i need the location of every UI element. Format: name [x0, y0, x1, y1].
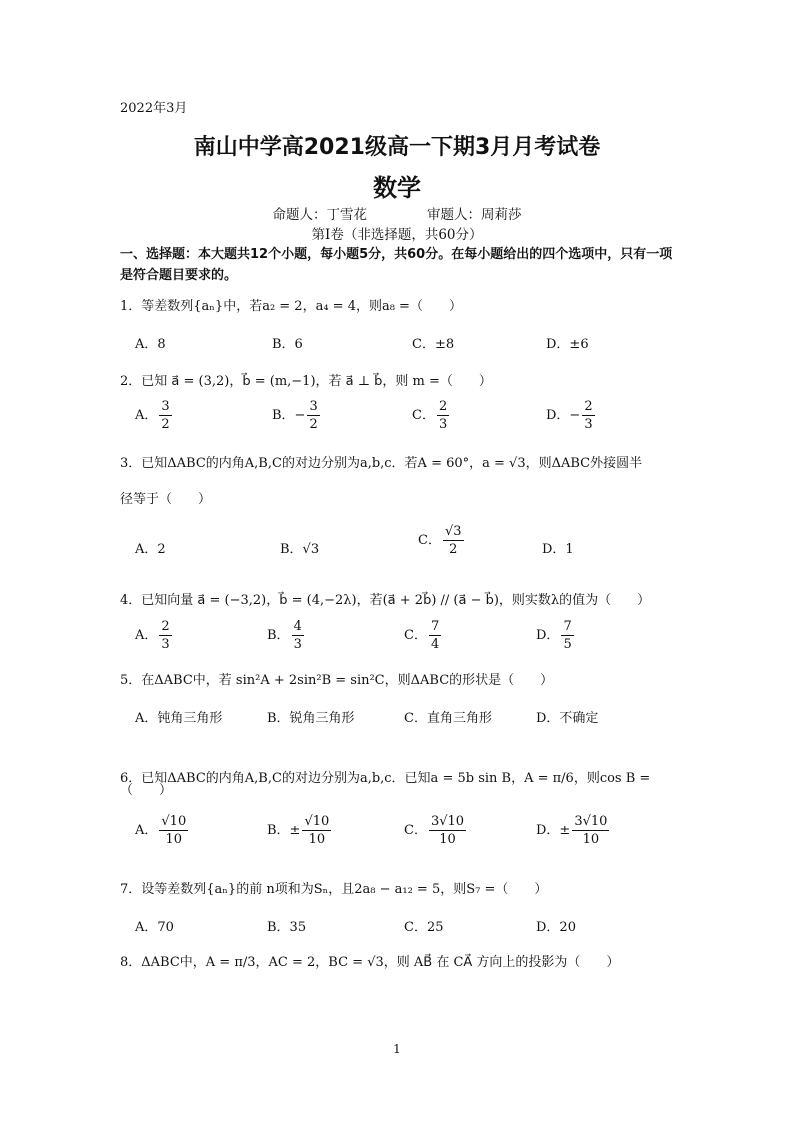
reviewer: 审题人：周莉莎	[427, 207, 522, 223]
q4-option-b: B． $\frac{4}{3}$	[267, 619, 302, 652]
question-3-cont: 径等于（ ）	[120, 492, 212, 507]
q3-option-a: A．2	[135, 542, 166, 557]
q6-option-a: A． $\frac{√10}{10}$	[135, 814, 187, 847]
question-4: 4．已知向量 a⃗ = (−3,2)，b⃗ = (4,−2λ)，若(a⃗ + 2b⃗) // (a⃗ − b⃗)，则实数λ的值为（ ）	[120, 593, 651, 608]
setter: 命题人：丁雪花	[272, 207, 367, 223]
exam-subject: 数学	[373, 174, 421, 202]
question-6-cont: （ ）	[120, 783, 173, 798]
q1-option-c: C．±8	[412, 337, 455, 352]
q3-option-b: B．√3	[280, 542, 320, 557]
q4-option-d: D． $\frac{7}{5}$	[536, 619, 572, 652]
q7-option-c: C．25	[404, 920, 444, 935]
q2-option-a: A． $\frac{3}{2}$	[135, 399, 170, 432]
q3-option-c: C． $\frac{√3}{2}$	[418, 524, 462, 557]
q5-option-d: D．不确定	[536, 711, 599, 726]
q2-option-c: C． $\frac{2}{3}$	[412, 399, 448, 432]
section-heading: 一、选择题：本大题共12个小题，每小题5分，共60分。在每小题给出的四个选项中，只有一项是符合题目要求的。	[120, 247, 673, 283]
page-number: 1	[393, 1042, 401, 1056]
question-8: 8．ΔABC中，A = π/3，AC = 2，BC = √3，则 AB⃗ 在 CA⃗ 方向上的投影为（ ）	[120, 955, 620, 970]
question-5: 5．在ΔABC中，若 sin²A + 2sin²B = sin²C，则ΔABC的形状是（ ）	[120, 673, 554, 688]
question-1: 1．等差数列{aₙ}中，若a₂ = 2，a₄ = 4，则a₈ =（ ）	[120, 299, 462, 314]
question-3: 3．已知ΔABC的内角A,B,C的对边分别为a,b,c．若A = 60°，a = √3，则ΔABC外接圆半	[120, 456, 643, 471]
q2-option-b: B．− $\frac{3}{2}$	[272, 399, 318, 432]
q6-option-b: B．± $\frac{√10}{10}$	[267, 814, 330, 847]
exam-date: 2022年3月	[120, 101, 188, 116]
q1-option-d: D．±6	[546, 337, 589, 352]
question-2: 2．已知 a⃗ = (3,2)，b⃗ = (m,−1)，若 a⃗ ⊥ b⃗，则 m =（ ）	[120, 374, 492, 389]
q6-option-c: C． $\frac{3√10}{10}$	[404, 814, 465, 847]
part-heading: 第Ⅰ卷（非选择题，共60分）	[311, 227, 483, 243]
q2-option-d: D．− $\frac{2}{3}$	[546, 399, 593, 432]
q5-option-a: A．钝角三角形	[135, 711, 223, 726]
q5-option-b: B．锐角三角形	[267, 711, 355, 726]
q7-option-a: A．70	[135, 920, 174, 935]
question-7: 7．设等差数列{aₙ}的前 n项和为Sₙ，且2a₈ − a₁₂ = 5，则S₇ =（ ）	[120, 882, 548, 897]
exam-authors	[0, 203, 794, 223]
q6-option-d: D．± $\frac{3√10}{10}$	[536, 814, 608, 847]
q1-option-b: B．6	[272, 337, 303, 352]
q3-option-d: D．1	[542, 542, 574, 557]
q4-option-c: C． $\frac{7}{4}$	[404, 619, 440, 652]
question-6: 6．已知ΔABC的内角A,B,C的对边分别为a,b,c．已知a = 5b sin B，A = π/6，则cos B =	[120, 771, 651, 786]
exam-title: 南山中学高2021级高一下期3月月考试卷	[193, 135, 601, 160]
q4-option-a: A． $\frac{2}{3}$	[135, 619, 170, 652]
q7-option-d: D．20	[536, 920, 576, 935]
q7-option-b: B．35	[267, 920, 307, 935]
q5-option-c: C．直角三角形	[404, 711, 492, 726]
q1-option-a: A．8	[135, 337, 166, 352]
